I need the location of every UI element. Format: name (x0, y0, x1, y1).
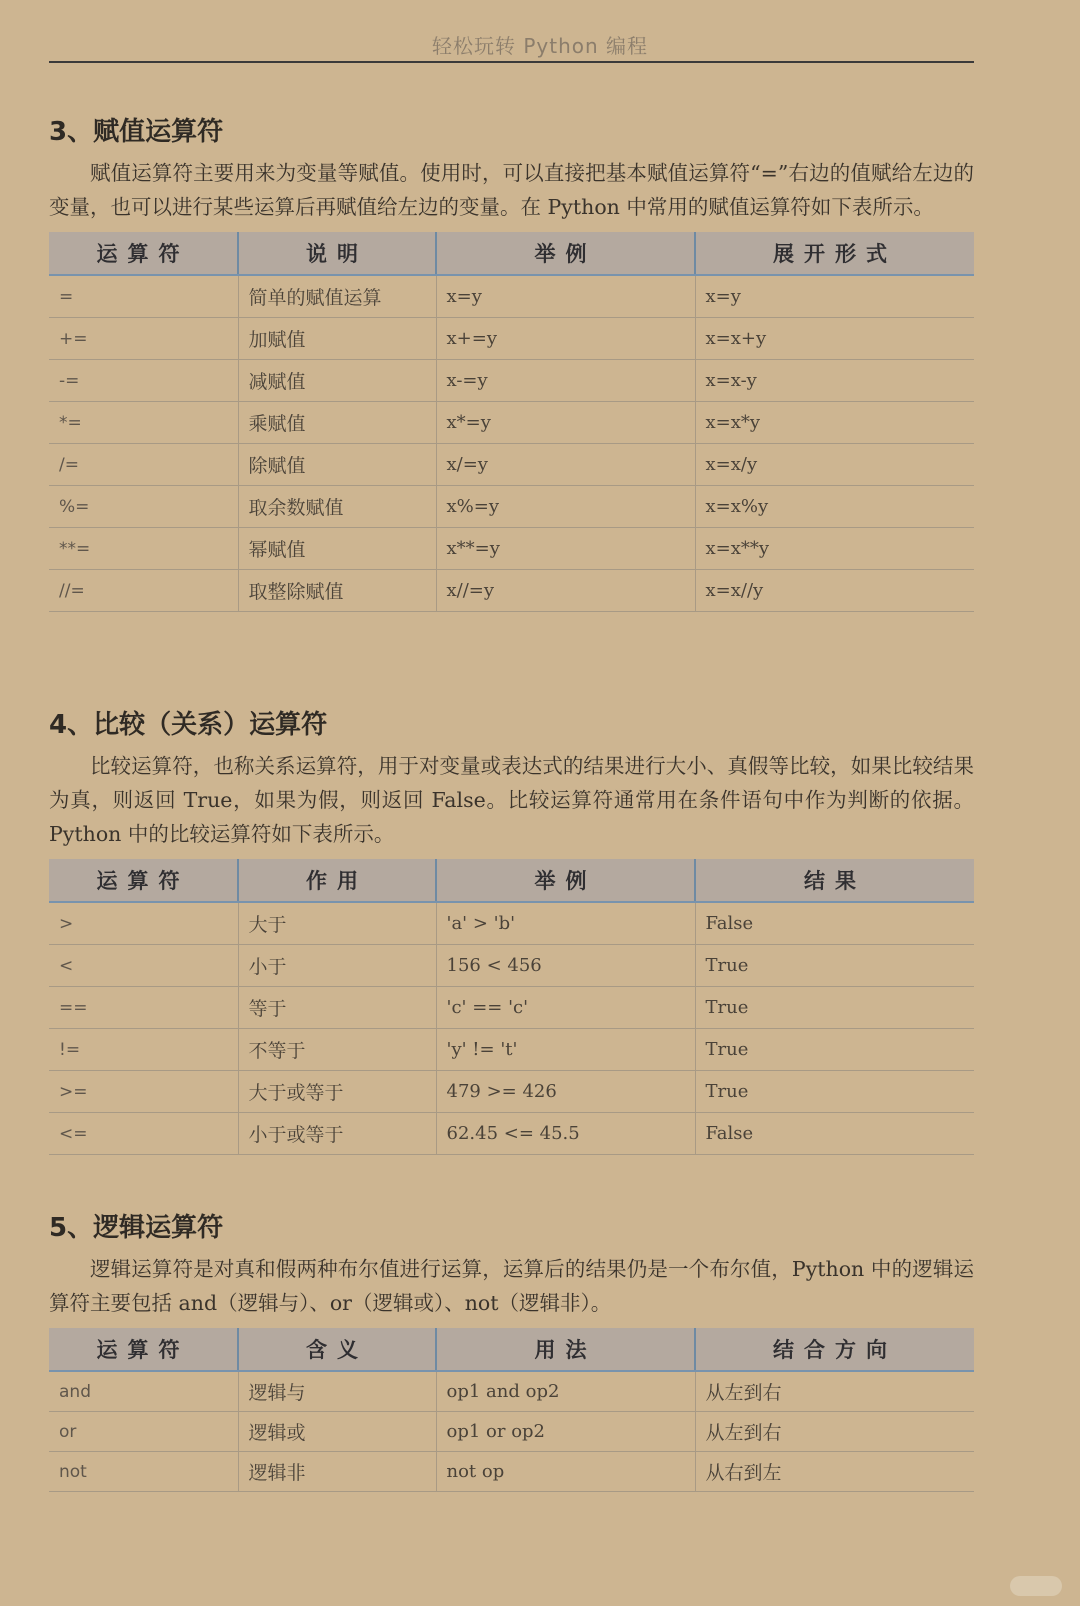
table-cell: x=x%y (695, 486, 974, 528)
table-cell: not (49, 1452, 238, 1492)
table-cell: not op (436, 1452, 695, 1492)
column-header: 用法 (436, 1328, 695, 1371)
table-cell: 等于 (238, 987, 436, 1029)
section-paragraph: 比较运算符，也称关系运算符，用于对变量或表达式的结果进行大小、真假等比较，如果比较结果为真，则返回 True，如果为假，则返回 False。比较运算符通常用在条件语句中作为判断的依据。Python 中的比较运算符如下表所示。 (49, 754, 974, 846)
table-cell: x*=y (436, 402, 695, 444)
column-header: 举例 (436, 232, 695, 275)
table-cell: True (695, 987, 974, 1029)
table-header-row (49, 1328, 974, 1371)
table-cell: 479 >= 426 (436, 1071, 695, 1113)
table-cell: False (695, 1113, 974, 1155)
table-cell: 小于 (238, 945, 436, 987)
section-title: 4、比较（关系）运算符 (49, 710, 328, 740)
table-cell: < (49, 945, 238, 987)
table-row (49, 402, 974, 444)
watermark-badge (1010, 1576, 1062, 1596)
table-cell: x-=y (436, 360, 695, 402)
table-cell: 加赋值 (238, 318, 436, 360)
table-cell: >= (49, 1071, 238, 1113)
table-cell: **= (49, 528, 238, 570)
comparison-operators-table (49, 859, 974, 1155)
column-header: 运算符 (49, 232, 238, 275)
table-cell: 逻辑非 (238, 1452, 436, 1492)
table-cell: 从左到右 (695, 1371, 974, 1412)
table-cell: and (49, 1371, 238, 1412)
table-cell: 大于或等于 (238, 1071, 436, 1113)
table-cell: 'c' == 'c' (436, 987, 695, 1029)
column-header: 展开形式 (695, 232, 974, 275)
table-cell: x//=y (436, 570, 695, 612)
table-cell: x/=y (436, 444, 695, 486)
table-header-row (49, 859, 974, 902)
section-title: 3、赋值运算符 (49, 117, 224, 147)
table-row (49, 318, 974, 360)
table-cell: x=x-y (695, 360, 974, 402)
column-header: 结果 (695, 859, 974, 902)
table-cell: == (49, 987, 238, 1029)
column-header: 含义 (238, 1328, 436, 1371)
table-row (49, 570, 974, 612)
table-cell: x=x*y (695, 402, 974, 444)
table-row (49, 1452, 974, 1492)
table-cell: True (695, 1029, 974, 1071)
table-cell: <= (49, 1113, 238, 1155)
column-header: 说明 (238, 232, 436, 275)
table-cell: 除赋值 (238, 444, 436, 486)
table-cell: *= (49, 402, 238, 444)
table-cell: 'a' > 'b' (436, 902, 695, 945)
table-header-row (49, 232, 974, 275)
section-assignment-operators (49, 112, 974, 612)
table-cell: x=y (695, 275, 974, 318)
table-cell: 减赋值 (238, 360, 436, 402)
table-cell: or (49, 1412, 238, 1452)
table-cell: x%=y (436, 486, 695, 528)
table-cell: True (695, 945, 974, 987)
section-logical-operators (49, 1208, 974, 1492)
table-cell: x**=y (436, 528, 695, 570)
table-cell: += (49, 318, 238, 360)
table-row (49, 1029, 974, 1071)
table-cell: 逻辑与 (238, 1371, 436, 1412)
table-cell: True (695, 1071, 974, 1113)
table-row (49, 444, 974, 486)
assignment-operators-table (49, 232, 974, 612)
table-cell: False (695, 902, 974, 945)
table-cell: = (49, 275, 238, 318)
table-cell: op1 or op2 (436, 1412, 695, 1452)
table-cell: 从左到右 (695, 1412, 974, 1452)
table-cell: > (49, 902, 238, 945)
table-cell: %= (49, 486, 238, 528)
running-head: 轻松玩转 Python 编程 (431, 34, 649, 58)
table-cell: 幂赋值 (238, 528, 436, 570)
column-header: 结合方向 (695, 1328, 974, 1371)
table-row (49, 486, 974, 528)
table-row (49, 1412, 974, 1452)
table-cell: 156 < 456 (436, 945, 695, 987)
table-cell: 'y' != 't' (436, 1029, 695, 1071)
table-cell: //= (49, 570, 238, 612)
table-cell: op1 and op2 (436, 1371, 695, 1412)
column-header: 运算符 (49, 859, 238, 902)
table-cell: -= (49, 360, 238, 402)
section-title: 5、逻辑运算符 (49, 1213, 224, 1243)
table-cell: 逻辑或 (238, 1412, 436, 1452)
header-rule (49, 61, 974, 63)
table-cell: 从右到左 (695, 1452, 974, 1492)
table-row (49, 1113, 974, 1155)
table-row (49, 1371, 974, 1412)
table-row (49, 987, 974, 1029)
column-header: 作用 (238, 859, 436, 902)
table-cell: x+=y (436, 318, 695, 360)
table-cell: x=y (436, 275, 695, 318)
section-comparison-operators (49, 705, 974, 1155)
table-row (49, 902, 974, 945)
column-header: 举例 (436, 859, 695, 902)
section-paragraph: 逻辑运算符是对真和假两种布尔值进行运算，运算后的结果仍是一个布尔值，Python 中的逻辑运算符主要包括 and（逻辑与）、or（逻辑或）、not（逻辑非）。 (49, 1257, 974, 1315)
column-header: 运算符 (49, 1328, 238, 1371)
table-cell: != (49, 1029, 238, 1071)
table-row (49, 945, 974, 987)
table-row (49, 360, 974, 402)
table-cell: x=x**y (695, 528, 974, 570)
table-cell: x=x/y (695, 444, 974, 486)
table-cell: 62.45 <= 45.5 (436, 1113, 695, 1155)
table-cell: 大于 (238, 902, 436, 945)
table-row (49, 1071, 974, 1113)
table-cell: 取整除赋值 (238, 570, 436, 612)
table-cell: 简单的赋值运算 (238, 275, 436, 318)
table-cell: x=x//y (695, 570, 974, 612)
table-cell: 不等于 (238, 1029, 436, 1071)
logical-operators-table (49, 1328, 974, 1492)
table-cell: 乘赋值 (238, 402, 436, 444)
table-row (49, 528, 974, 570)
section-paragraph: 赋值运算符主要用来为变量等赋值。使用时，可以直接把基本赋值运算符“=”右边的值赋给左边的变量，也可以进行某些运算后再赋值给左边的变量。在 Python 中常用的赋值运算符如下表所示。 (49, 161, 974, 219)
table-cell: /= (49, 444, 238, 486)
table-cell: 小于或等于 (238, 1113, 436, 1155)
table-cell: 取余数赋值 (238, 486, 436, 528)
table-row (49, 275, 974, 318)
table-cell: x=x+y (695, 318, 974, 360)
